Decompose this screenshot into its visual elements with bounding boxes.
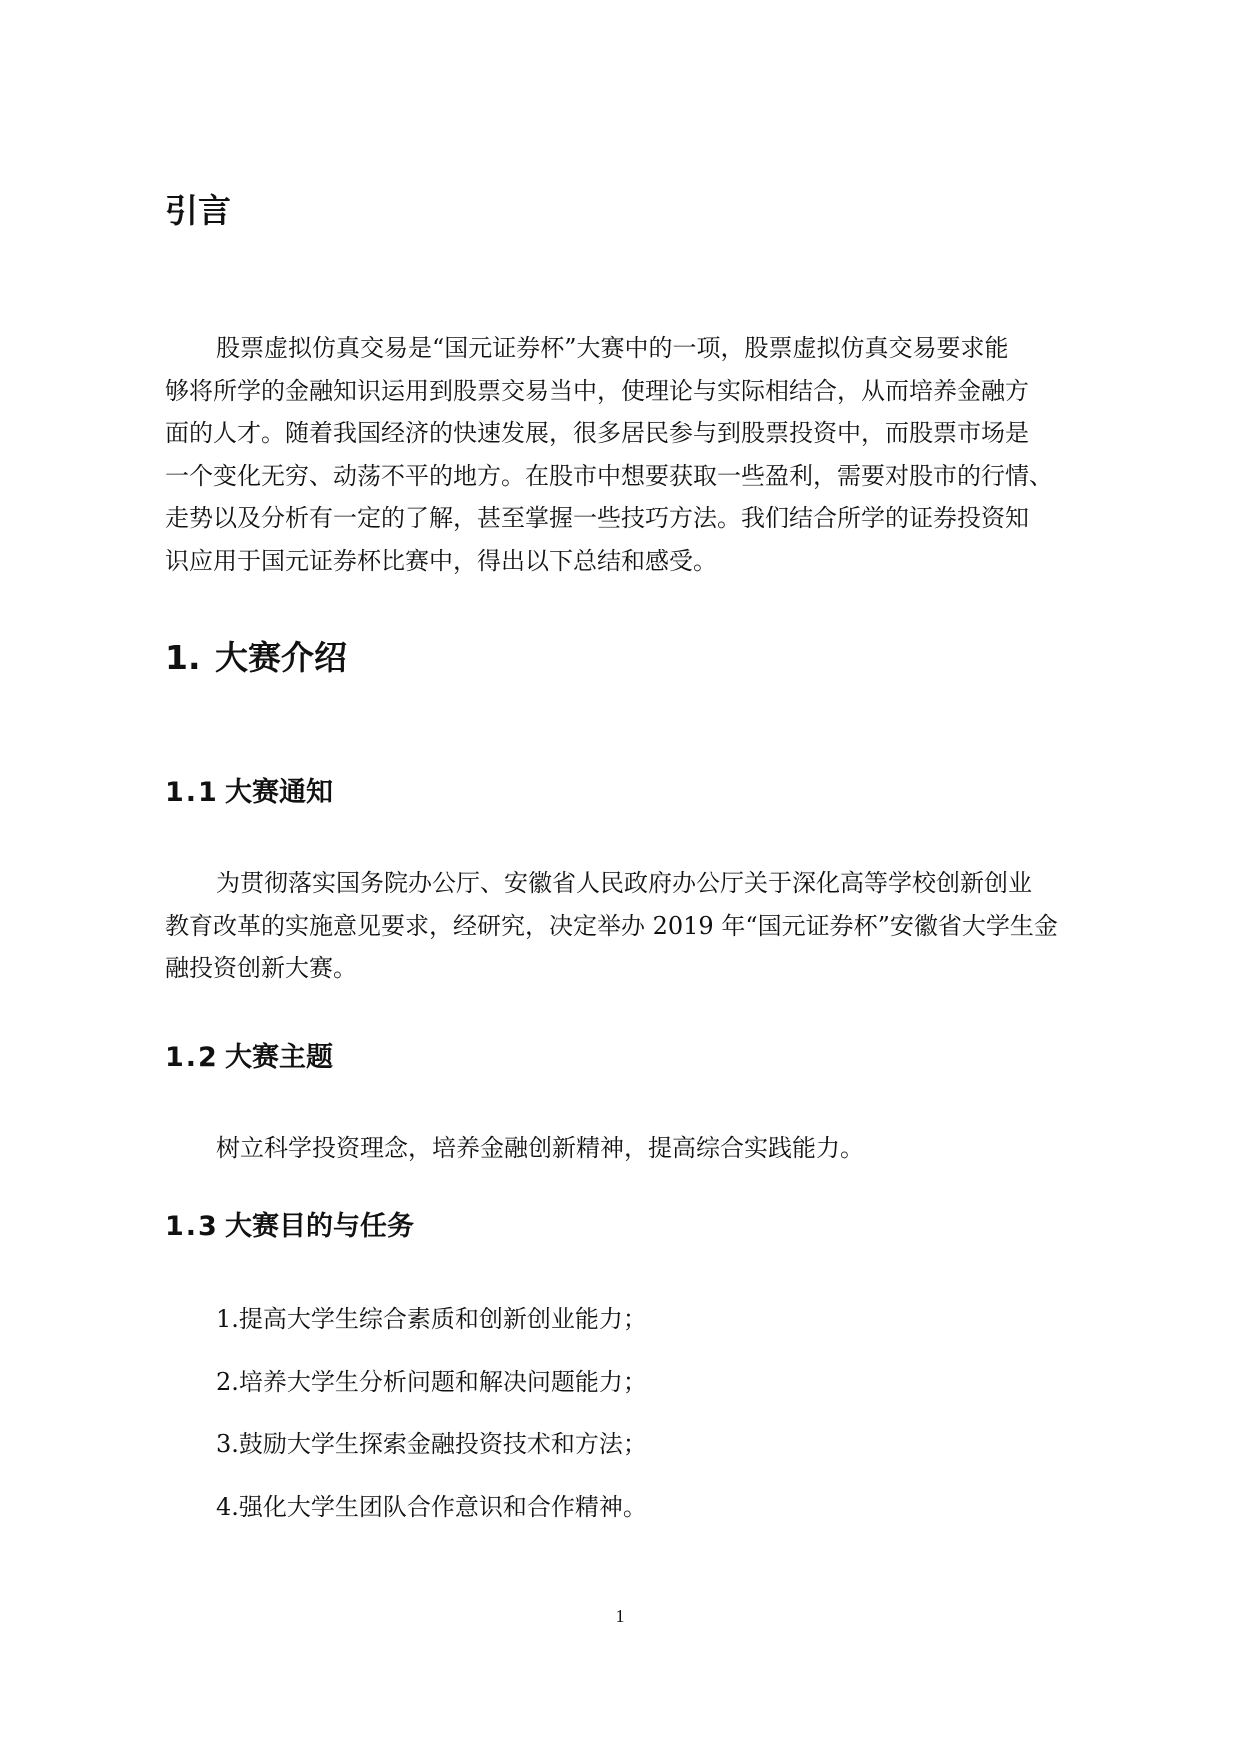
theme-paragraph: [165, 1127, 1095, 1170]
section-1-heading: [165, 636, 347, 680]
list-item: 1.提高大学生综合素质和创新创业能力；: [216, 1305, 647, 1333]
paragraph-line: 教育改革的实施意见要求，经研究，决定举办 2019 年“国元证券杯”安徽省大学生金: [165, 911, 1058, 940]
list-item: 4.强化大学生团队合作意识和合作精神。: [216, 1493, 647, 1521]
paragraph-line: 走势以及分析有一定的了解，甚至掌握一些技巧方法。我们结合所学的证券投资知: [165, 504, 1029, 532]
paragraph-line: 树立科学投资理念，培养金融创新精神，提高综合实践能力。: [216, 1134, 864, 1162]
intro-paragraph: [165, 327, 1095, 582]
paragraph-line: 一个变化无穷、动荡不平的地方。在股市中想要获取一些盈利，需要对股市的行情、: [165, 461, 1053, 490]
intro-title: 引言: [165, 191, 231, 230]
paragraph-line: 股票虚拟仿真交易是“国元证券杯”大赛中的一项，股票虚拟仿真交易要求能: [216, 334, 1009, 362]
intro-heading: [165, 189, 231, 233]
section-1-3-heading: [165, 1209, 414, 1245]
section-title: 大赛目的与任务: [225, 1211, 414, 1242]
list-item: 3.鼓励大学生探索金融投资技术和方法；: [216, 1430, 647, 1458]
section-title: 大赛通知: [225, 777, 333, 808]
section-number: 1.3: [165, 1211, 219, 1242]
paragraph-line: 面的人才。随着我国经济的快速发展，很多居民参与到股票投资中，而股票市场是: [165, 419, 1029, 447]
paragraph-line: 够将所学的金融知识运用到股票交易当中，使理论与实际相结合，从而培养金融方: [165, 376, 1029, 405]
section-1-1-heading: [165, 775, 333, 811]
paragraph-line: 识应用于国元证券杯比赛中，得出以下总结和感受。: [165, 546, 717, 575]
section-title: 大赛主题: [225, 1042, 333, 1073]
section-title: 大赛介绍: [215, 638, 347, 677]
notice-paragraph: [165, 862, 1095, 990]
paragraph-line: 为贯彻落实国务院办公厅、安徽省人民政府办公厅关于深化高等学校创新创业: [216, 869, 1032, 897]
section-number: 1.1: [165, 777, 219, 808]
section-number: 1.2: [165, 1042, 219, 1073]
section-number: 1.: [165, 638, 201, 677]
list-item: 2.培养大学生分析问题和解决问题能力；: [216, 1368, 647, 1396]
section-1-2-heading: [165, 1040, 333, 1076]
paragraph-line: 融投资创新大赛。: [165, 954, 357, 982]
page-number: 1: [615, 1606, 625, 1626]
